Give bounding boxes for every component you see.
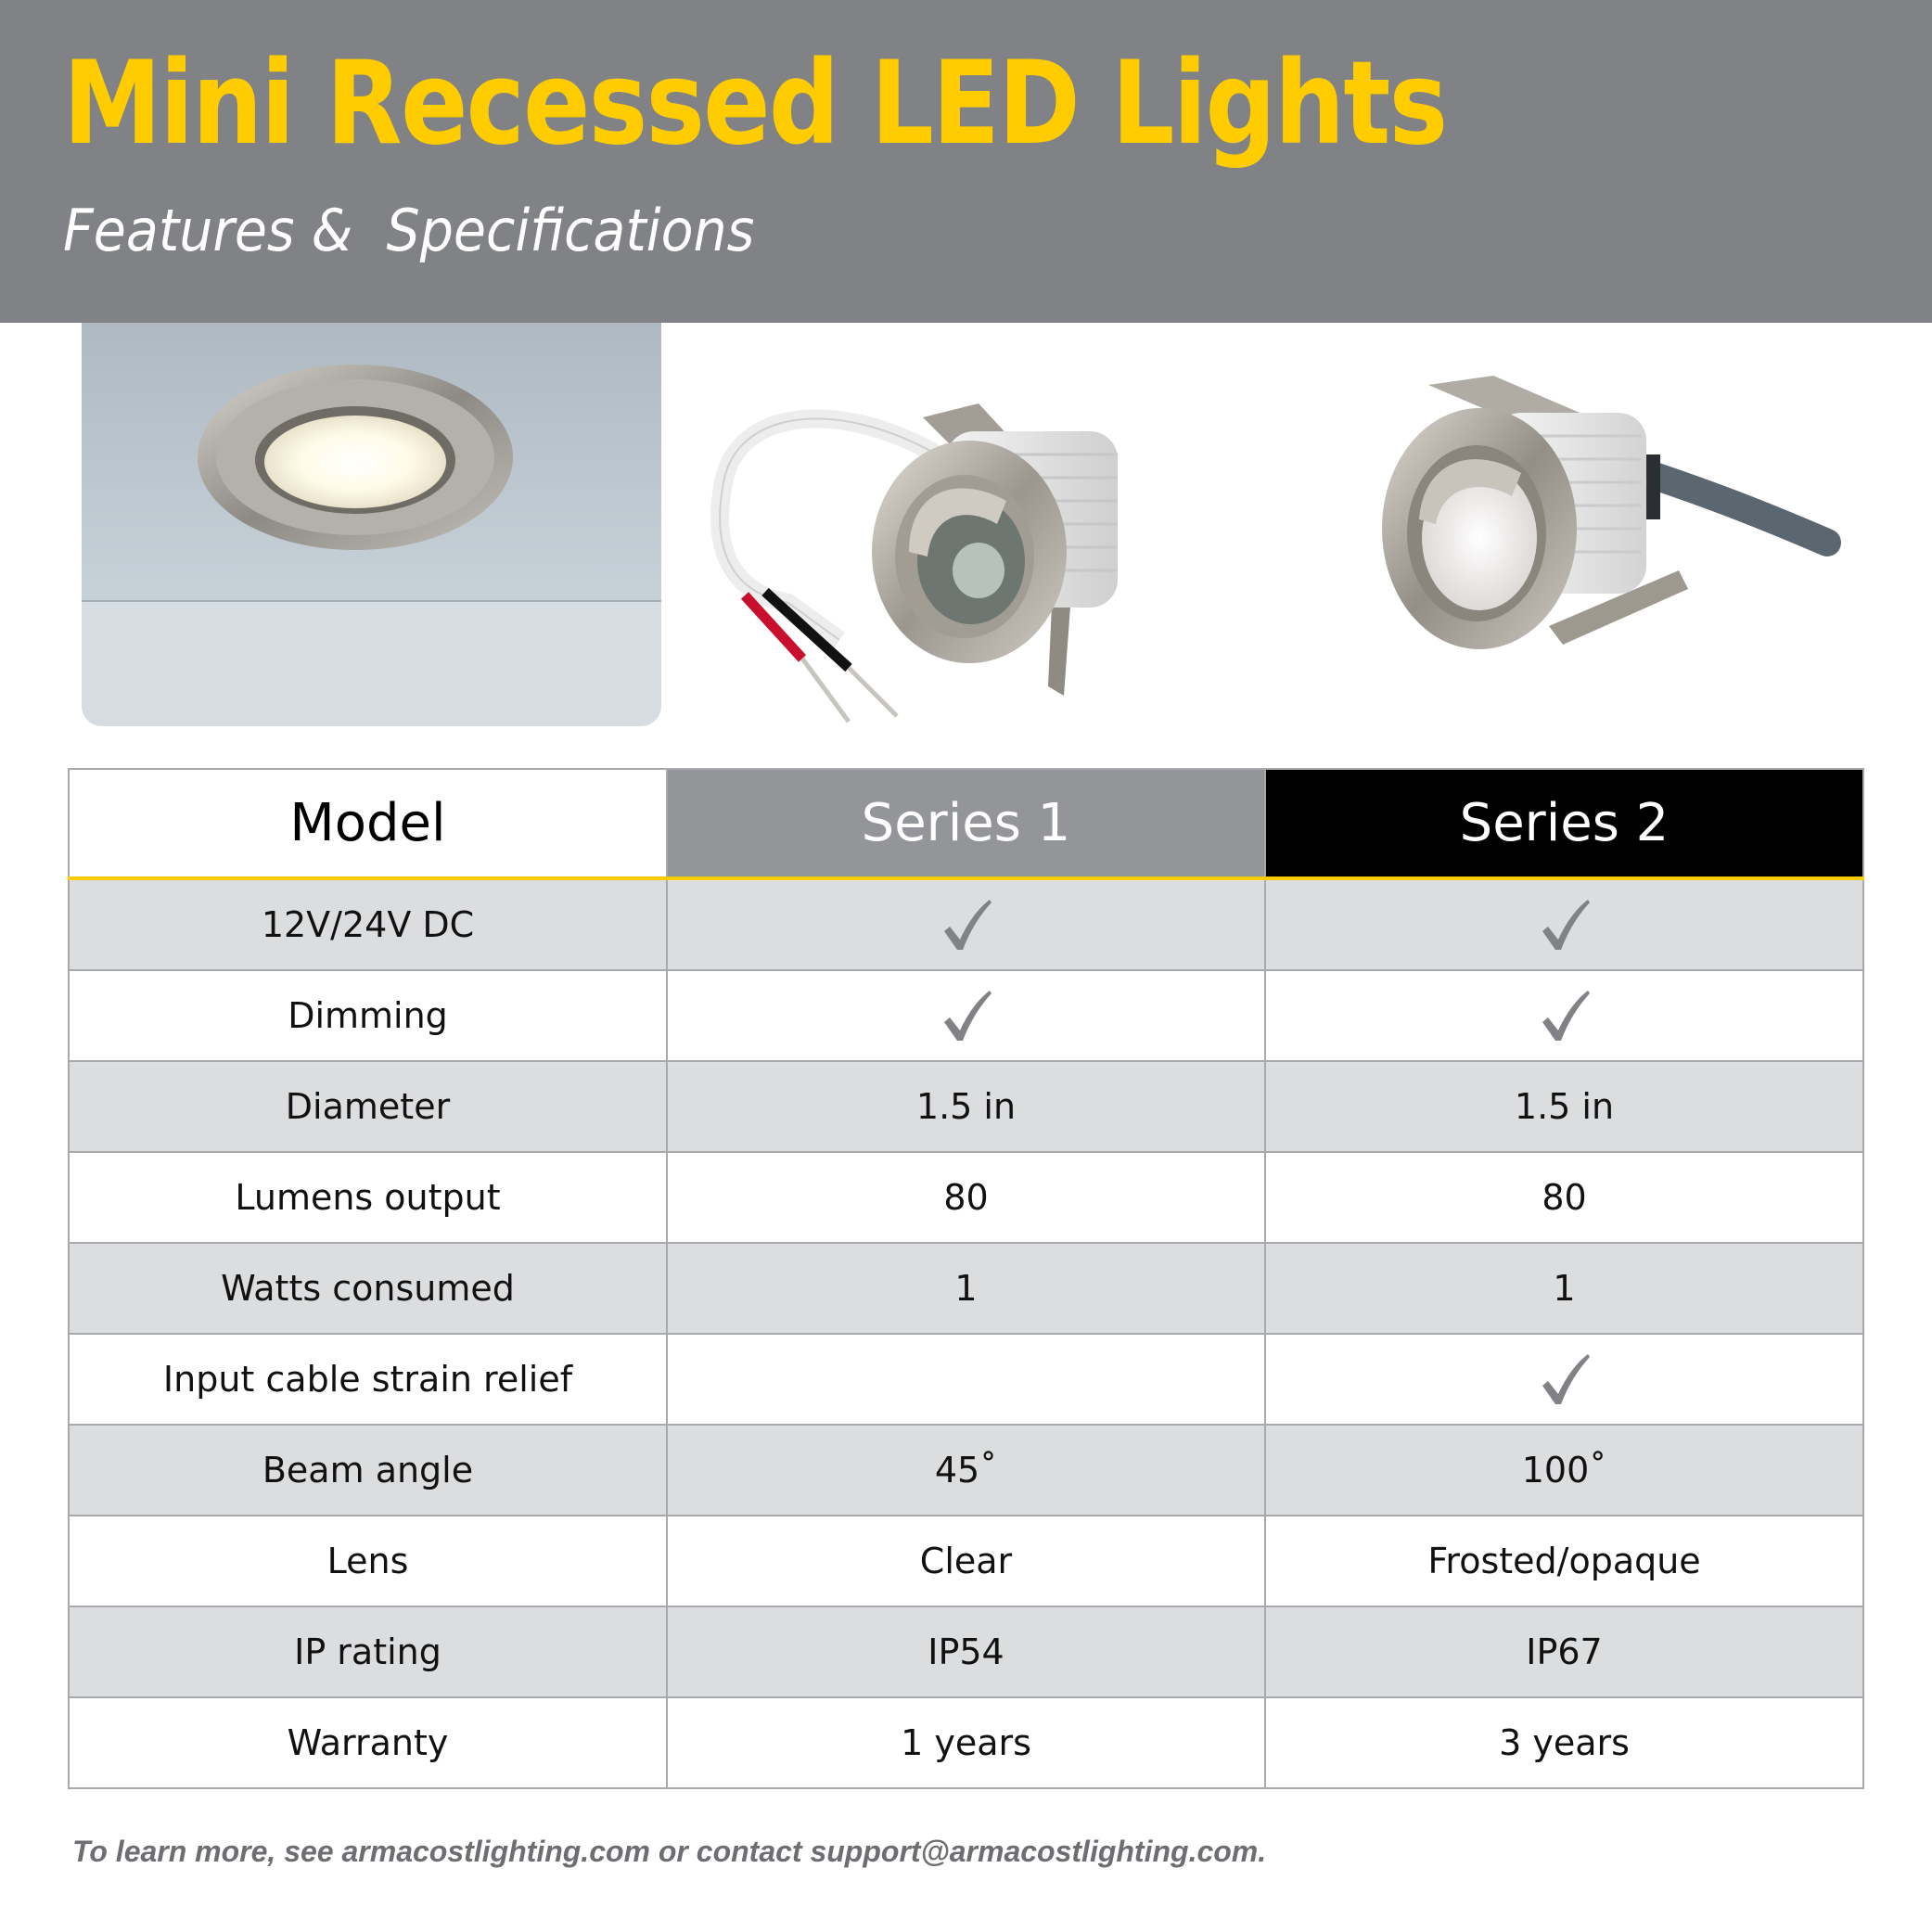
row-label: Input cable strain relief: [69, 1334, 667, 1425]
column-header-series-1: Series 1: [667, 769, 1265, 878]
series-1-value: [667, 970, 1265, 1061]
column-header-model: Model: [69, 769, 667, 878]
checkmark-icon: [940, 896, 992, 953]
series-2-value: 1.5 in: [1265, 1061, 1863, 1152]
checkmark-icon: [940, 987, 992, 1044]
series-2-value: IP67: [1265, 1606, 1863, 1697]
row-label: Warranty: [69, 1697, 667, 1788]
series-1-value: [667, 878, 1265, 970]
column-header-series-2: Series 2: [1265, 769, 1863, 878]
footer-contact-text: To learn more, see armacostlighting.com or contact support@armacostlighting.com.: [72, 1835, 1267, 1868]
row-label: Beam angle: [69, 1425, 667, 1516]
table-header-row: [69, 769, 1863, 878]
table-row: [69, 1334, 1863, 1425]
series-1-value: [667, 1334, 1265, 1425]
table-row: [69, 1243, 1863, 1334]
series-2-value: 80: [1265, 1152, 1863, 1243]
row-label: 12V/24V DC: [69, 878, 667, 970]
series-2-value: 100˚: [1265, 1425, 1863, 1516]
series-2-value: 3 years: [1265, 1697, 1863, 1788]
checkmark-icon: [1539, 896, 1591, 953]
series-2-fixture-photo: [1326, 357, 1846, 700]
series-1-value: IP54: [667, 1606, 1265, 1697]
series-1-fixture-photo: [700, 352, 1201, 733]
installed-light-photo: [82, 323, 661, 726]
series-1-value: 45˚: [667, 1425, 1265, 1516]
table-row: [69, 1425, 1863, 1516]
checkmark-icon: [1539, 1350, 1591, 1408]
row-label: IP rating: [69, 1606, 667, 1697]
series-1-value: 80: [667, 1152, 1265, 1243]
row-label: Watts consumed: [69, 1243, 667, 1334]
row-label: Dimming: [69, 970, 667, 1061]
series-2-value: [1265, 970, 1863, 1061]
table-row: [69, 1516, 1863, 1606]
checkmark-icon: [1539, 987, 1591, 1044]
spec-table: [68, 768, 1864, 1789]
row-label: Lumens output: [69, 1152, 667, 1243]
series-2-value: Frosted/opaque: [1265, 1516, 1863, 1606]
series-1-value: 1 years: [667, 1697, 1265, 1788]
series-1-value: 1: [667, 1243, 1265, 1334]
series-1-value: 1.5 in: [667, 1061, 1265, 1152]
series-2-value: 1: [1265, 1243, 1863, 1334]
table-row: [69, 878, 1863, 970]
table-row: [69, 1061, 1863, 1152]
row-label: Lens: [69, 1516, 667, 1606]
series-1-value: Clear: [667, 1516, 1265, 1606]
header-banner: [0, 0, 1932, 323]
series-2-value: [1265, 1334, 1863, 1425]
table-row: [69, 1697, 1863, 1788]
page-subtitle: Features & Specifications: [63, 197, 755, 264]
table-row: [69, 1152, 1863, 1243]
page-title: Mini Recessed LED Lights: [63, 37, 1447, 171]
row-label: Diameter: [69, 1061, 667, 1152]
table-row: [69, 1606, 1863, 1697]
table-row: [69, 970, 1863, 1061]
series-2-value: [1265, 878, 1863, 970]
